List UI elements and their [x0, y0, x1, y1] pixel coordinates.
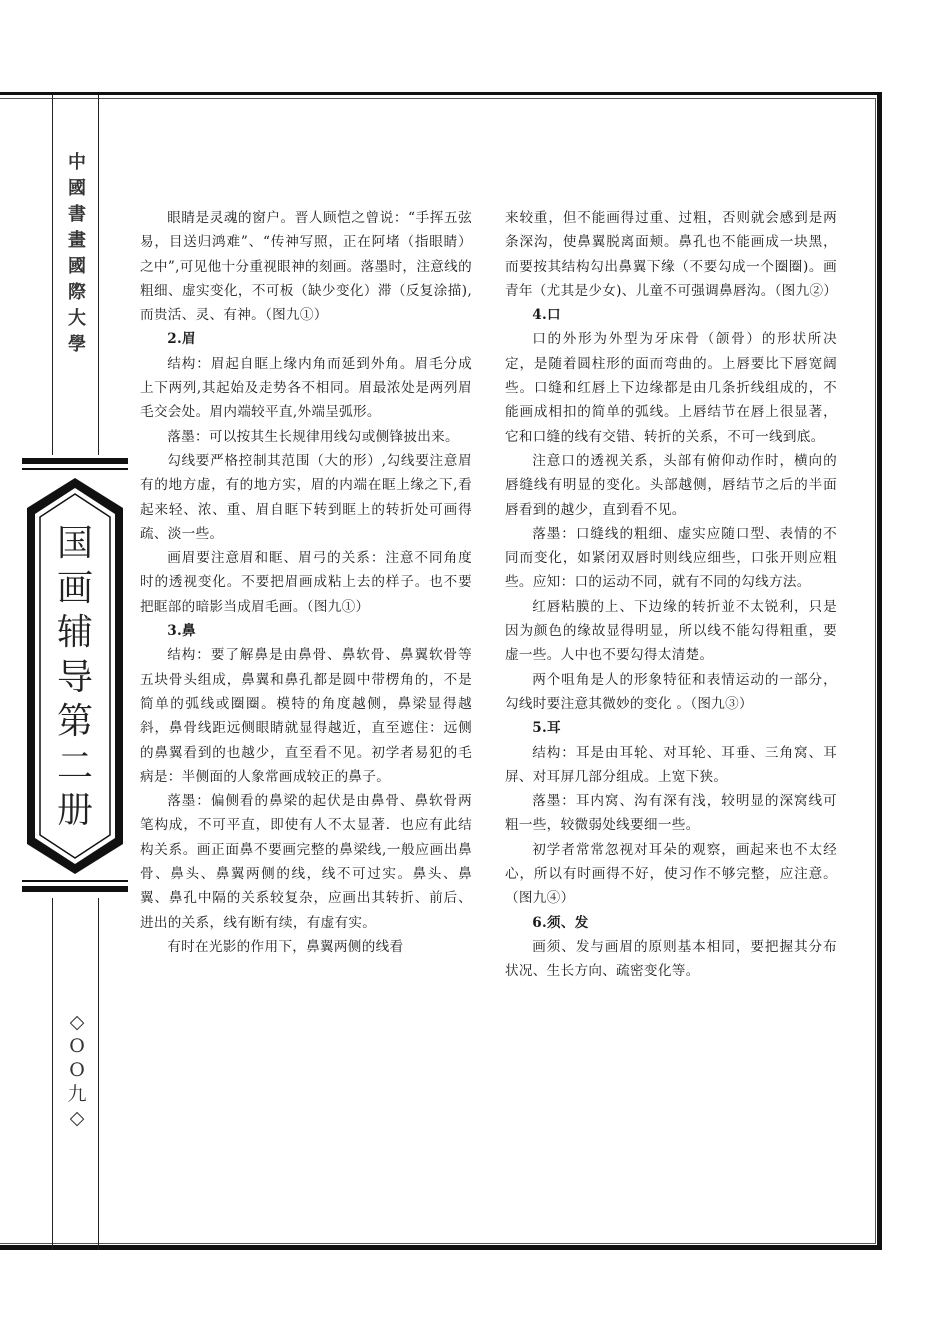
paragraph: 结构：要了解鼻是由鼻骨、鼻软骨、鼻翼软骨等五块骨头组成，鼻翼和鼻孔都是圆中带楞角的，不是简单的弧线或圈圈。模特的角度越侧，鼻梁显得越斜，鼻骨线距远侧眼睛就显得越近，直至遮住：远侧的鼻翼看到的也越少，直至看不见。初学者易犯的毛病是：半侧面的人象常画成较正的鼻子。	[140, 647, 472, 785]
band-top-thin	[22, 468, 128, 470]
university-char: 大	[68, 308, 86, 329]
paragraph: 落墨：可以按其生长规律用线勾或侧锋披出来。	[167, 428, 459, 445]
band-bottom-thin	[22, 880, 128, 882]
book-title-char: 导	[56, 656, 93, 698]
paragraph: 画须、发与画眉的原则基本相同，要把握其分布状况、生长方向、疏密变化等。	[505, 938, 837, 980]
university-char: 學	[68, 334, 86, 355]
paragraph: 落墨：耳内窝、沟有深有浅，较明显的深窝线可粗一些，较微弱处线要细一些。	[505, 793, 837, 834]
text-column-right	[505, 206, 837, 984]
university-char: 際	[68, 282, 86, 303]
book-title-char: 辅	[56, 612, 93, 653]
spine-rule-left-top	[52, 95, 53, 455]
section-heading: 2.眉	[167, 331, 196, 348]
paragraph: 结构：眉起自眶上缘内角而延到外角。眉毛分成上下两列,其起始及走势各不相同。眉最浓处是两列眉毛交会处。眉内端较平直,外端呈弧形。	[140, 355, 472, 421]
text-column-left	[140, 206, 472, 959]
paragraph: 结构：耳是由耳轮、对耳轮、耳垂、三角窝、耳屏、对耳屏几部分组成。上宽下狭。	[505, 744, 837, 785]
book-title-char: 册	[56, 790, 93, 831]
university-char: 中	[68, 152, 86, 173]
paragraph: 注意口的透视关系，头部有俯仰动作时，横向的唇缝线有明显的变化。头部越侧，唇结节之后的半面唇看到的越少，直到看不见。	[505, 452, 837, 518]
paragraph: 落墨：口缝线的粗细、虚实应随口型、表情的不同而变化，如紧闭双唇时则线应细些，口张开则应粗些。应知：口的运动不同，就有不同的勾线方法。	[505, 525, 837, 591]
book-title-plaque	[25, 476, 125, 876]
paragraph: 画眉要注意眉和眶、眉弓的关系：注意不同角度时的透视变化。不要把眉画成粘上去的样子。也不要把眶部的暗影当成眉毛画。（图九①）	[140, 550, 472, 615]
book-title-char: 国	[56, 523, 93, 564]
paragraph: 落墨：偏侧看的鼻梁的起伏是由鼻骨、鼻软骨两笔构成，不可平直，即使有人不太显著．也应有此结构关系。画正面鼻不要画完整的鼻梁线,一般应画出鼻骨、鼻头、鼻翼两侧的线，线不可过实。鼻头、鼻翼、鼻孔中隔的关系较复杂，应画出其转折、前后、进出的关系，线有断有续，有虚有实。	[140, 793, 472, 931]
section-heading: 3.鼻	[167, 623, 196, 640]
section-heading: 4.口	[532, 307, 561, 324]
page-number-char: O	[69, 1035, 85, 1057]
university-char: 畫	[68, 230, 86, 251]
band-bottom-thick	[22, 886, 128, 892]
diamond-icon: ◇	[69, 1011, 85, 1033]
section-heading: 5.耳	[532, 720, 561, 737]
paragraph: 勾线要严格控制其范围（大的形）,勾线要注意眉有的地方虚，有的地方实，眉的内端在眶上缘之下,看起来轻、浓、重、眉自眶下转到眶上的转折处可画得疏、淡一些。	[140, 452, 472, 542]
university-char: 書	[68, 204, 86, 225]
spine-rule-right-top	[98, 95, 99, 455]
diamond-icon: ◇	[69, 1107, 85, 1129]
page-number-char: 九	[67, 1083, 87, 1105]
paragraph: 红唇粘膜的上、下边缘的转折並不太锐利，只是因为颜色的缘故显得明显，所以线不能勾得粗重，要虚一些。人中也不要勾得太清楚。	[505, 598, 837, 664]
book-title-char: 二	[56, 745, 93, 787]
spine-rule-left-bottom	[52, 898, 53, 1250]
page-number	[64, 1010, 90, 1130]
university-char: 國	[68, 178, 86, 199]
book-title-char: 画	[56, 567, 93, 609]
band-top-thick	[22, 458, 128, 464]
page-number-char: O	[69, 1059, 85, 1081]
paragraph: 来较重，但不能画得过重、过粗，否则就会感到是两条深沟，使鼻翼脱离面颊。鼻孔也不能画成一块黑，而要按其结构勾出鼻翼下缘（不要勾成一个圈圈)。画青年（尤其是少女)、儿童不可强调鼻唇沟。（图九②）	[505, 210, 838, 299]
paragraph: 口的外形为外型为牙床骨（颌骨）的形状所决定，是随着圆柱形的面而弯曲的。上唇要比下唇宽阔些。口缝和红唇上下边缘都是由几条折线组成的，不能画成相扣的简单的弧线。上唇结节在唇上很显著，它和口缝的线有交错、转折的关系，不可一线到底。	[505, 331, 837, 445]
paragraph: 眼睛是灵魂的窗户。晋人顾恺之曾说：“手挥五弦易，目送归鸿难”、“传神写照，正在阿堵（指眼睛）之中”,可见他十分重视眼神的刻画。落墨时，注意线的粗细、虚实变化，不可板（缺少变化）滞（反复涂描),而贵活、灵、有神。（图九①）	[140, 210, 472, 324]
spine-rule-right-bottom	[98, 898, 99, 1250]
paragraph: 两个咀角是人的形象特征和表情运动的一部分，勾线时要注意其微妙的变化 。（图九③）	[505, 671, 837, 712]
university-char: 國	[68, 256, 86, 277]
paragraph: 有时在光影的作用下，鼻翼两侧的线看	[167, 938, 404, 955]
book-title	[25, 522, 125, 834]
book-title-char: 第	[56, 701, 93, 742]
section-heading: 6.须、发	[532, 914, 589, 931]
university-name	[64, 150, 90, 358]
paragraph: 初学者常常忽视对耳朵的观察，画起来也不太经心，所以有时画得不好，使习作不够完整，应注意。（图九④）	[505, 841, 837, 907]
